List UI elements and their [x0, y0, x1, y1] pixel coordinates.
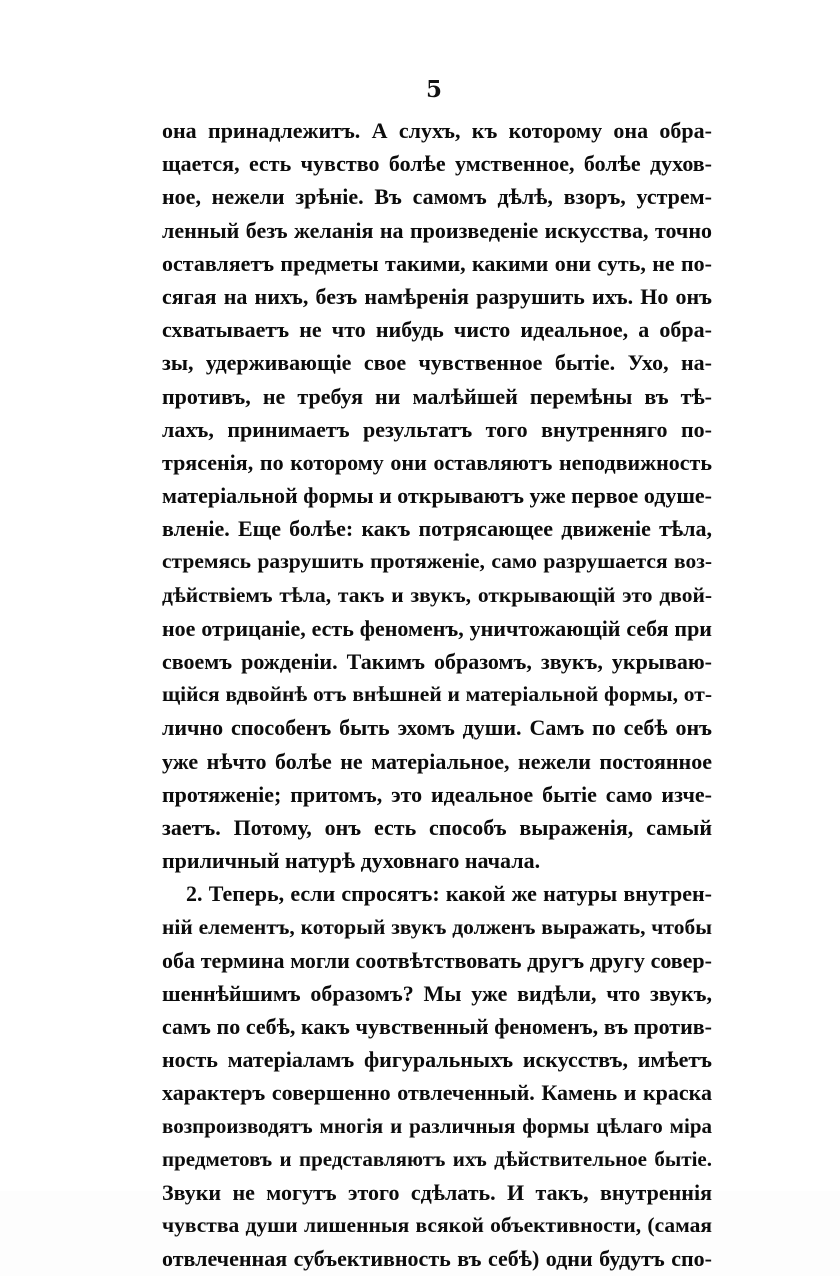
text-line-paragraph-start: 2. Теперь, если спросятъ: какой же натуры внутрен- [186, 881, 712, 907]
text-line: самъ по себѣ, какъ чувственный феноменъ, въ против- [162, 1014, 712, 1040]
text-line: зы, удерживающіе свое чувственное бытіе. Ухо, на- [162, 350, 712, 376]
text-line: противъ, не требуя ни малѣйшей перемѣны въ тѣ- [162, 383, 712, 409]
text-line: матеріальной формы и открываютъ уже первое одуше- [162, 483, 712, 509]
text-line: чувства души лишенныя всякой объективности, (самая [162, 1213, 712, 1238]
text-line: ній елементъ, который звукъ долженъ выражать, чтобы [162, 914, 712, 939]
text-line: щійся вдвойнѣ отъ внѣшней и матеріальной формы, от- [162, 682, 712, 707]
text-line: ленный безъ желанія на произведеніе искусства, точно [162, 217, 712, 243]
text-line: стремясь разрушить протяженіе, само разрушается воз- [162, 549, 712, 574]
text-line: Звуки не могутъ этого сдѣлать. И такъ, внутреннія [162, 1180, 712, 1205]
text-line: предметовъ и представляютъ ихъ дѣйствительное бытіе. [162, 1146, 712, 1171]
text-line: заетъ. Потому, онъ есть способъ выраженія, самый [162, 814, 712, 840]
body-text [162, 114, 712, 1276]
text-line: схватываетъ не что нибудь чисто идеальное, а обра- [162, 317, 712, 343]
text-line: ность матеріаламъ фигуральныхъ искусствъ, имѣетъ [162, 1047, 712, 1073]
text-line: лично способенъ быть эхомъ души. Самъ по себѣ онъ [162, 715, 712, 741]
text-line: трясенія, по которому они оставляютъ неподвижность [162, 449, 712, 475]
text-line: вленіе. Еще болѣе: какъ потрясающее движеніе тѣла, [162, 516, 712, 542]
text-line: сягая на нихъ, безъ намѣренія разрушить ихъ. Но онъ [162, 283, 712, 309]
text-line: протяженіе; притомъ, это идеальное бытіе само изче- [162, 781, 712, 807]
text-line: своемъ рожденіи. Такимъ образомъ, звукъ, укрываю- [162, 649, 712, 674]
text-line-paragraph-end: приличный натурѣ духовнаго начала. [162, 848, 541, 874]
text-line: дѣйствіемъ тѣла, такъ и звукъ, открывающій это двой- [162, 582, 712, 607]
text-line: она принадлежитъ. А слухъ, къ которому она обра- [162, 118, 712, 143]
text-line: уже нѣчто болѣе не матеріальное, нежели постоянное [162, 748, 712, 774]
text-line: ное, нежели зрѣніе. Въ самомъ дѣлѣ, взоръ, устрем- [162, 184, 712, 210]
text-line: оставляетъ предметы такими, какими они суть, не по- [162, 250, 712, 276]
page-number: 5 [425, 76, 442, 103]
text-line: характеръ совершенно отвлеченный. Камень и краска [162, 1080, 712, 1106]
text-line: щается, есть чувство болѣе умственное, болѣе духов- [162, 151, 712, 177]
text-line: отвлеченная субъективность въ себѣ) одни будутъ спо- [162, 1246, 712, 1272]
text-line: лахъ, принимаетъ результатъ того внутренняго по- [162, 416, 712, 442]
text-line: ное отрицаніе, есть феноменъ, уничтожающій себя при [162, 615, 712, 641]
text-line: возпроизводятъ многія и различныя формы цѣлаго міра [162, 1113, 712, 1138]
text-line: оба термина могли соотвѣтствовать другъ другу совер- [162, 947, 712, 973]
text-line: шеннѣйшимъ образомъ? Мы уже видѣли, что звукъ, [162, 980, 712, 1006]
